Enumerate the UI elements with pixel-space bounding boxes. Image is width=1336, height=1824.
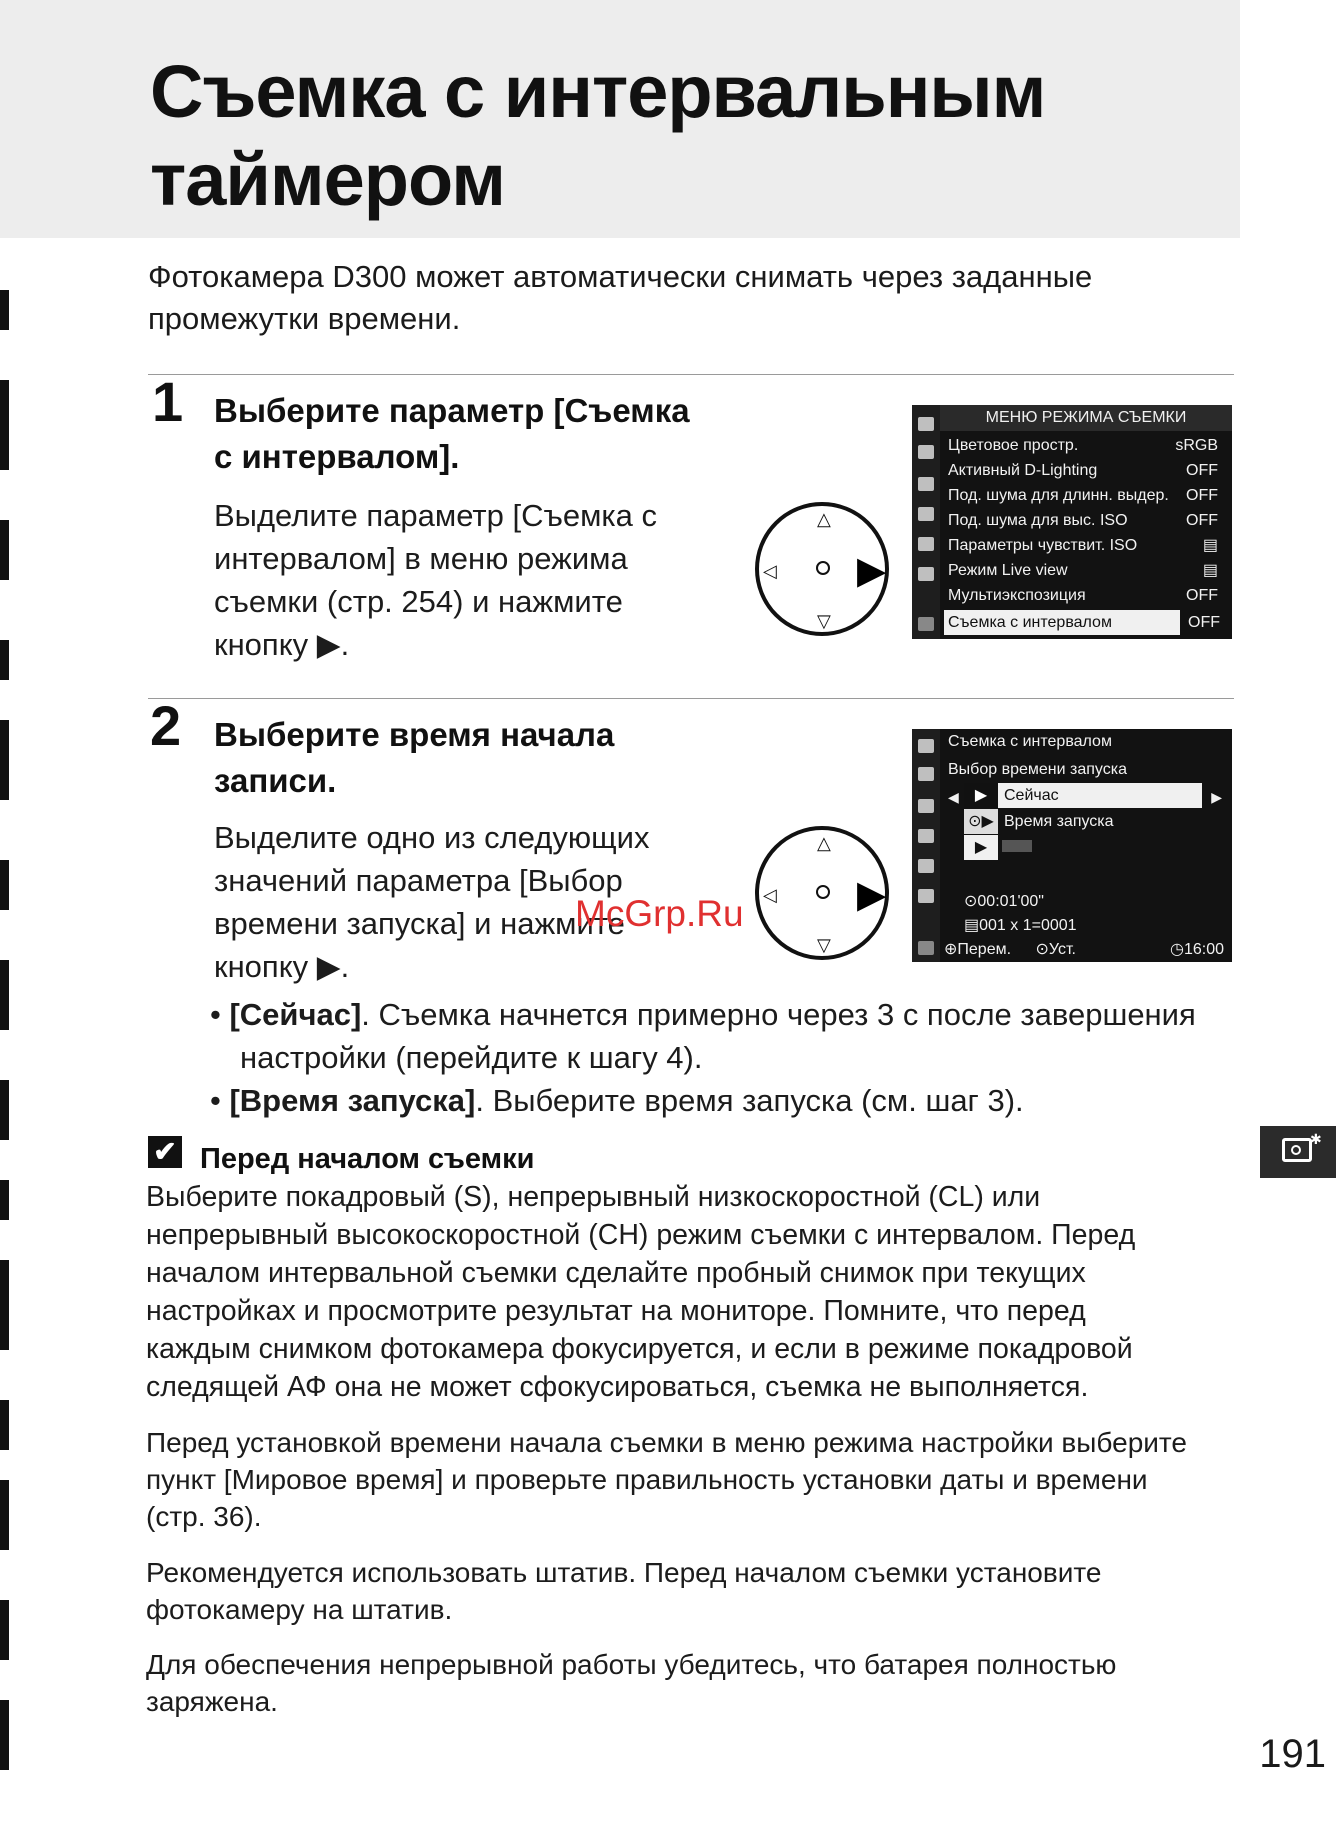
note-line: (стр. 36).	[146, 1501, 262, 1532]
step-heading-line: Выберите время начала	[214, 716, 615, 753]
left-caret-icon: ◀	[948, 789, 959, 805]
note-line: Рекомендуется использовать штатив. Перед началом съемки установите	[146, 1557, 1102, 1588]
right-caret-icon: ▶	[1211, 789, 1222, 805]
screen-title: МЕНЮ РЕЖИМА СЪЕМКИ	[940, 405, 1232, 431]
note-line: Для обеспечения непрерывной работы убедитесь, что батарея полностью	[146, 1649, 1117, 1680]
left-arrow-icon: ◁	[763, 561, 777, 581]
shots-count: ▤001 x 1=0001	[964, 917, 1077, 934]
menu-row: Под. шума для выс. ISO OFF	[948, 512, 1218, 529]
list-item: • [Время запуска]. Выберите время запуска (см. шаг 3).	[210, 1083, 1024, 1118]
multi-selector-dial-icon	[755, 502, 889, 636]
right-arrow-icon: ▶	[857, 550, 887, 592]
option-now: ▶ Сейчас	[964, 783, 1202, 808]
note-paragraph	[146, 1646, 1246, 1720]
step-number: 1	[152, 370, 184, 433]
title-line-2: таймером	[150, 138, 505, 221]
note-body	[146, 1178, 1246, 1406]
right-arrow-icon: ▶	[857, 874, 887, 916]
menu-row-selected: Съемка с интервалом OFF	[944, 610, 1232, 635]
screen-footer: ⊕Перем. ⊙Уст. ◷16:00	[944, 941, 1224, 958]
note-line: следящей АФ она не может сфокусироваться, съемка не выполняется.	[146, 1371, 1089, 1403]
note-line: началом интервальной съемки сделайте пробный снимок при текущих	[146, 1257, 1086, 1289]
option-start-time: ⊙▶ Время запуска	[964, 809, 1218, 834]
step-number: 2	[150, 694, 182, 757]
title-line-1: Съемка с интервальным	[150, 50, 1046, 133]
interval-timer-screen	[912, 729, 1232, 962]
note-paragraph	[146, 1424, 1246, 1535]
step-heading	[214, 712, 754, 804]
up-arrow-icon: △	[817, 509, 831, 529]
step-body-line: кнопку ▶.	[214, 627, 350, 662]
note-heading: Перед началом съемки	[200, 1143, 535, 1175]
step-heading-line: с интервалом].	[214, 438, 460, 475]
note-line: каждым снимком фотокамера фокусируется, и если в режиме покадровой	[146, 1333, 1133, 1365]
intro-paragraph	[148, 256, 1148, 340]
step-body-line: съемки (стр. 254) и нажмите	[214, 584, 623, 619]
step-heading-line: Выберите параметр [Съемка	[214, 392, 690, 429]
note-line: пункт [Мировое время] и проверьте правильность установки даты и времени	[146, 1464, 1148, 1495]
down-arrow-icon: ▽	[817, 935, 831, 955]
step-body-line: значений параметра [Выбор	[214, 863, 623, 898]
intro-line: промежутки времени.	[148, 301, 461, 336]
step-heading	[214, 388, 754, 480]
step-body-line: времени запуска] и нажмите	[214, 906, 625, 941]
note-line: фотокамеру на штатив.	[146, 1594, 453, 1625]
note-line: Перед установкой времени начала съемки в меню режима настройки выберите	[146, 1427, 1187, 1458]
ok-button-icon	[816, 885, 830, 899]
left-arrow-icon: ◁	[763, 885, 777, 905]
shooting-menu-screen	[912, 405, 1232, 639]
ok-button-icon	[816, 561, 830, 575]
menu-row: Под. шума для длинн. выдер. OFF	[948, 487, 1218, 504]
watermark: McGrp.Ru	[575, 893, 744, 934]
menu-row: Режим Live view ▤	[948, 562, 1218, 579]
multi-selector-dial-icon	[755, 826, 889, 960]
note-paragraph	[146, 1554, 1246, 1628]
page-title	[150, 48, 1150, 224]
menu-tabs	[912, 729, 940, 962]
intro-line: Фотокамера D300 может автоматически снимать через заданные	[148, 259, 1093, 294]
divider	[148, 698, 1234, 699]
menu-row: Цветовое простр. sRGB	[948, 437, 1218, 454]
step-body-line: кнопку ▶.	[214, 949, 350, 984]
step-heading-line: записи.	[214, 762, 337, 799]
option-placeholder: ▶	[964, 835, 1044, 860]
divider	[148, 374, 1234, 375]
up-arrow-icon: △	[817, 833, 831, 853]
binding-edge	[0, 0, 14, 1824]
list-item: • [Сейчас]. Съемка начнется примерно через 3 с после завершения	[210, 997, 1196, 1032]
page-number: 191	[1259, 1732, 1326, 1776]
step-body-line: Выделите одно из следующих	[214, 820, 650, 855]
menu-tabs	[912, 405, 940, 639]
note-line: заряжена.	[146, 1686, 278, 1717]
note-line: непрерывный высокоскоростной (CH) режим съемки с интервалом. Перед	[146, 1219, 1136, 1251]
step-body	[214, 494, 714, 666]
note-line: настройках и просмотрите результат на мониторе. Помните, что перед	[146, 1295, 1086, 1327]
menu-row: Параметры чувствит. ISO ▤	[948, 537, 1218, 554]
screen-title: Съемка с интервалом	[948, 733, 1112, 750]
menu-row: Мультиэкспозиция OFF	[948, 587, 1218, 604]
step-body-line: интервалом] в меню режима	[214, 541, 628, 576]
screen-subtitle: Выбор времени запуска	[948, 761, 1127, 778]
camera-shooting-tab-icon: ✱	[1260, 1126, 1336, 1178]
step-body-line: Выделите параметр [Съемка с	[214, 498, 657, 533]
check-icon: ✔	[148, 1136, 182, 1168]
down-arrow-icon: ▽	[817, 611, 831, 631]
list-item-continuation: настройки (перейдите к шагу 4).	[240, 1040, 703, 1075]
note-line: Выберите покадровый (S), непрерывный низкоскоростной (CL) или	[146, 1181, 1041, 1213]
menu-row: Активный D-Lighting OFF	[948, 462, 1218, 479]
options-list	[210, 993, 1250, 1122]
interval-value: ⊙00:01'00"	[964, 893, 1044, 910]
